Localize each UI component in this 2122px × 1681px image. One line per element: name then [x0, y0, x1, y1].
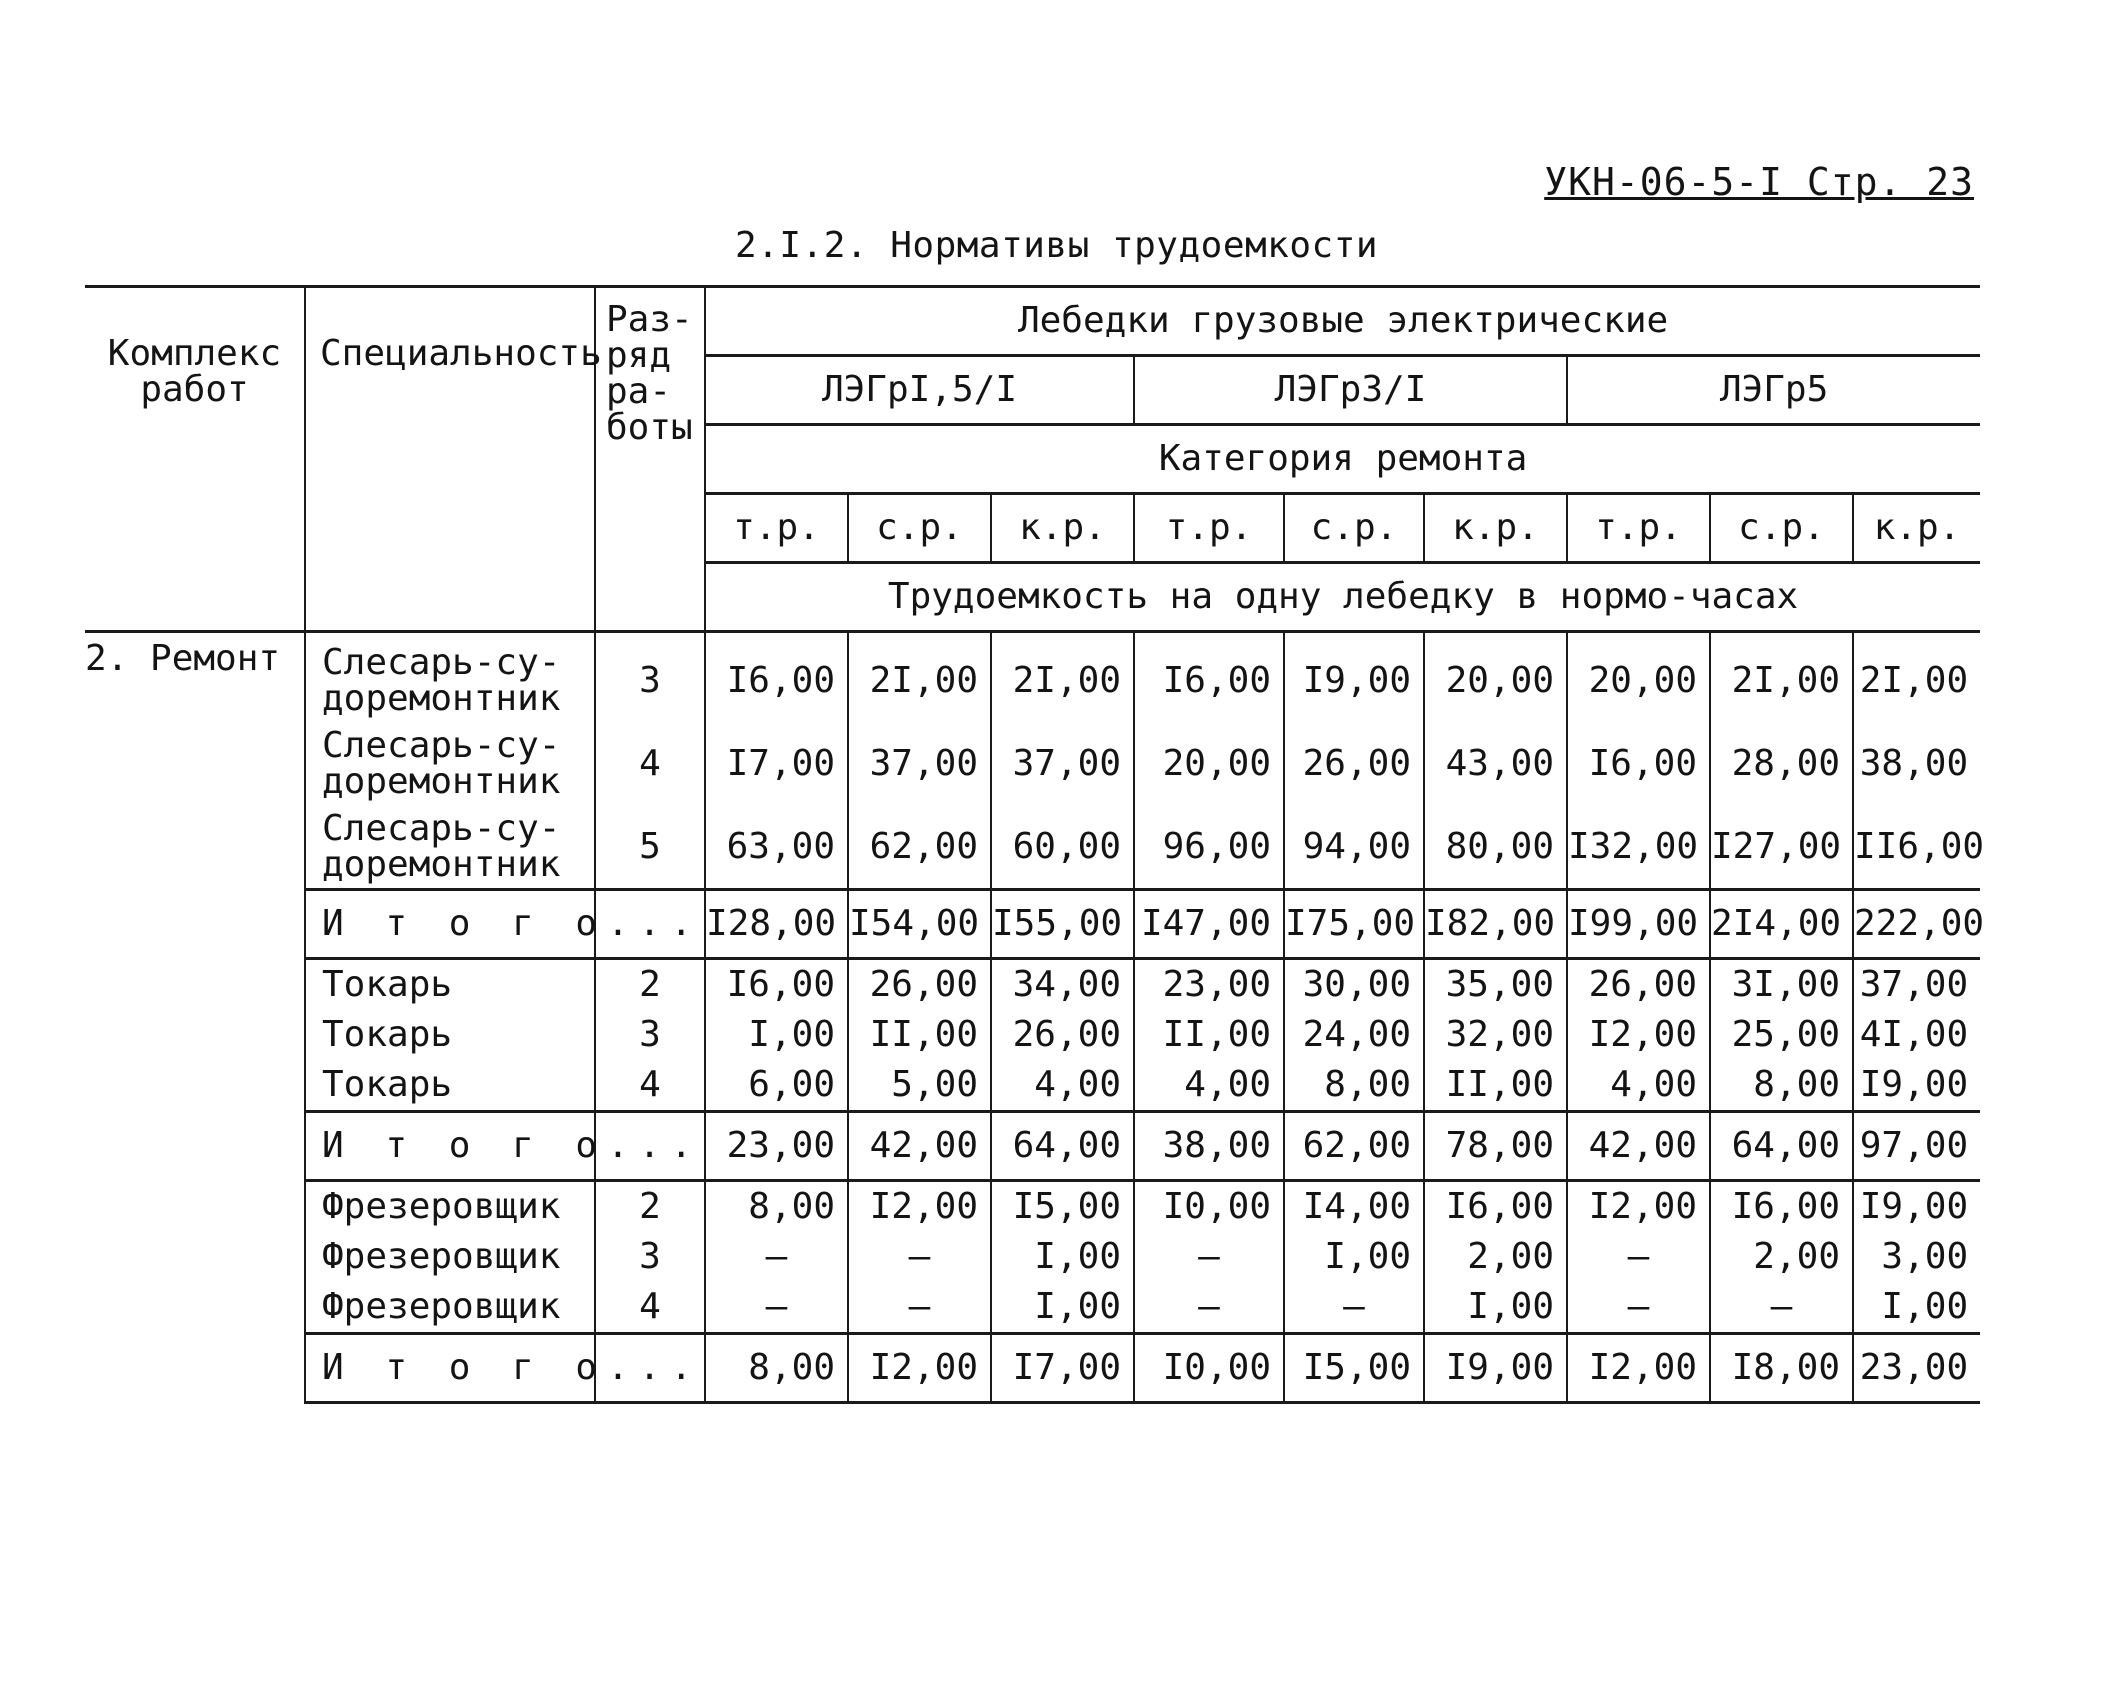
- value-cell: –: [1567, 1232, 1710, 1282]
- specialty-cell: Слесарь-су- доремонтник: [305, 632, 595, 723]
- value-cell: 30,00: [1284, 959, 1424, 1011]
- header-model-1: ЛЭГрI,5/I: [705, 356, 1134, 425]
- value-cell: 37,00: [991, 722, 1134, 805]
- grade-cell: 4: [595, 1282, 705, 1334]
- header-cat-8: с.р.: [1710, 494, 1853, 563]
- value-cell: 94,00: [1284, 805, 1424, 890]
- header-category: Категория ремонта: [705, 425, 1980, 494]
- value-cell: 2,00: [1424, 1232, 1567, 1282]
- header-model-3: ЛЭГр5: [1567, 356, 1980, 425]
- specialty-cell: Фрезеровщик: [305, 1181, 595, 1233]
- grade-cell: 3: [595, 1010, 705, 1060]
- header-cat-1: т.р.: [705, 494, 848, 563]
- value-cell: 37,00: [1853, 959, 1980, 1011]
- header-cat-6: к.р.: [1424, 494, 1567, 563]
- value-cell: I6,00: [1424, 1181, 1567, 1233]
- total-cell: 42,00: [1567, 1112, 1710, 1181]
- header-group-title: Лебедки грузовые электрические: [705, 287, 1980, 356]
- total-cell: I47,00: [1134, 890, 1284, 959]
- value-cell: I7,00: [705, 722, 848, 805]
- total-cell: I5,00: [1284, 1334, 1424, 1403]
- value-cell: –: [705, 1232, 848, 1282]
- value-cell: –: [705, 1282, 848, 1334]
- value-cell: 4I,00: [1853, 1010, 1980, 1060]
- grade-cell: 2: [595, 959, 705, 1011]
- value-cell: I2,00: [1567, 1010, 1710, 1060]
- value-cell: –: [1710, 1282, 1853, 1334]
- value-cell: 8,00: [705, 1181, 848, 1233]
- complex-name: [85, 632, 305, 1403]
- value-cell: I6,00: [1134, 632, 1284, 723]
- value-cell: I,00: [991, 1282, 1134, 1334]
- value-cell: II,00: [848, 1010, 991, 1060]
- value-cell: 26,00: [1567, 959, 1710, 1011]
- total-cell: 23,00: [1853, 1334, 1980, 1403]
- grade-cell: 4: [595, 1060, 705, 1112]
- section-title: 2.I.2. Нормативы трудоемкости: [735, 225, 1379, 266]
- value-cell: 26,00: [991, 1010, 1134, 1060]
- grade-cell: 4: [595, 722, 705, 805]
- total-cell: 23,00: [705, 1112, 848, 1181]
- header-complex: Комплекс работ: [85, 287, 305, 632]
- total-cell: I55,00: [991, 890, 1134, 959]
- value-cell: I32,00: [1567, 805, 1710, 890]
- value-cell: 23,00: [1134, 959, 1284, 1011]
- value-cell: 32,00: [1424, 1010, 1567, 1060]
- grade-cell: 5: [595, 805, 705, 890]
- total-cell: 38,00: [1134, 1112, 1284, 1181]
- value-cell: 60,00: [991, 805, 1134, 890]
- specialty-cell: Слесарь-су- доремонтник: [305, 805, 595, 890]
- specialty-cell: Токарь: [305, 1060, 595, 1112]
- value-cell: –: [1284, 1282, 1424, 1334]
- value-cell: 8,00: [1284, 1060, 1424, 1112]
- value-cell: I0,00: [1134, 1181, 1284, 1233]
- total-cell: 78,00: [1424, 1112, 1567, 1181]
- specialty-cell: Токарь: [305, 1010, 595, 1060]
- total-label: И т о г о...: [305, 890, 595, 959]
- header-cat-2: с.р.: [848, 494, 991, 563]
- value-cell: 20,00: [1134, 722, 1284, 805]
- value-cell: 2,00: [1710, 1232, 1853, 1282]
- specialty-cell: Токарь: [305, 959, 595, 1011]
- value-cell: 8,00: [1710, 1060, 1853, 1112]
- specialty-cell: Фрезеровщик: [305, 1232, 595, 1282]
- value-cell: I,00: [705, 1010, 848, 1060]
- value-cell: II,00: [1424, 1060, 1567, 1112]
- value-cell: I6,00: [1567, 722, 1710, 805]
- value-cell: 25,00: [1710, 1010, 1853, 1060]
- value-cell: –: [1134, 1232, 1284, 1282]
- value-cell: 2I,00: [1710, 632, 1853, 723]
- total-cell: 64,00: [1710, 1112, 1853, 1181]
- value-cell: II6,00: [1853, 805, 1980, 890]
- total-cell: 62,00: [1284, 1112, 1424, 1181]
- header-grade: Раз- ряд ра- боты: [595, 287, 705, 632]
- value-cell: 24,00: [1284, 1010, 1424, 1060]
- value-cell: –: [848, 1232, 991, 1282]
- value-cell: 3I,00: [1710, 959, 1853, 1011]
- value-cell: II,00: [1134, 1010, 1284, 1060]
- total-cell: 2I4,00: [1710, 890, 1853, 959]
- grade-cell: 2: [595, 1181, 705, 1233]
- value-cell: 35,00: [1424, 959, 1567, 1011]
- value-cell: I27,00: [1710, 805, 1853, 890]
- value-cell: 34,00: [991, 959, 1134, 1011]
- value-cell: 80,00: [1424, 805, 1567, 890]
- total-label: И т о г о...: [305, 1112, 595, 1181]
- value-cell: 26,00: [848, 959, 991, 1011]
- value-cell: I9,00: [1853, 1181, 1980, 1233]
- value-cell: 2I,00: [1853, 632, 1980, 723]
- total-cell: 64,00: [991, 1112, 1134, 1181]
- value-cell: 20,00: [1424, 632, 1567, 723]
- grade-cell: 3: [595, 632, 705, 723]
- value-cell: 4,00: [1567, 1060, 1710, 1112]
- value-cell: –: [1134, 1282, 1284, 1334]
- value-cell: I9,00: [1853, 1060, 1980, 1112]
- value-cell: I6,00: [1710, 1181, 1853, 1233]
- header-specialty: Специальность: [305, 287, 595, 632]
- total-label: И т о г о...: [305, 1334, 595, 1403]
- value-cell: I,00: [1424, 1282, 1567, 1334]
- total-cell: I2,00: [848, 1334, 991, 1403]
- value-cell: 37,00: [848, 722, 991, 805]
- value-cell: 4,00: [991, 1060, 1134, 1112]
- total-cell: I75,00: [1284, 890, 1424, 959]
- total-cell: 8,00: [705, 1334, 848, 1403]
- total-cell: 42,00: [848, 1112, 991, 1181]
- value-cell: I2,00: [848, 1181, 991, 1233]
- value-cell: 62,00: [848, 805, 991, 890]
- total-cell: 97,00: [1853, 1112, 1980, 1181]
- header-cat-5: с.р.: [1284, 494, 1424, 563]
- value-cell: 2I,00: [848, 632, 991, 723]
- value-cell: 6,00: [705, 1060, 848, 1112]
- value-cell: I,00: [991, 1232, 1134, 1282]
- header-cat-3: к.р.: [991, 494, 1134, 563]
- value-cell: I6,00: [705, 632, 848, 723]
- total-cell: I54,00: [848, 890, 991, 959]
- page-reference: УКН-06-5-I Стр. 23: [1544, 160, 1974, 204]
- value-cell: –: [1567, 1282, 1710, 1334]
- total-cell: I8,00: [1710, 1334, 1853, 1403]
- grade-cell: 3: [595, 1232, 705, 1282]
- labor-norms-table: [85, 285, 1985, 1404]
- value-cell: 38,00: [1853, 722, 1980, 805]
- total-cell: I99,00: [1567, 890, 1710, 959]
- header-units: Трудоемкость на одну лебедку в нормо-часах: [705, 563, 1980, 632]
- total-cell: I2,00: [1567, 1334, 1710, 1403]
- total-cell: I7,00: [991, 1334, 1134, 1403]
- value-cell: I9,00: [1284, 632, 1424, 723]
- header-cat-9: к.р.: [1853, 494, 1980, 563]
- value-cell: I6,00: [705, 959, 848, 1011]
- value-cell: 4,00: [1134, 1060, 1284, 1112]
- value-cell: I,00: [1853, 1282, 1980, 1334]
- specialty-cell: Фрезеровщик: [305, 1282, 595, 1334]
- value-cell: 63,00: [705, 805, 848, 890]
- value-cell: 5,00: [848, 1060, 991, 1112]
- total-cell: 222,00: [1853, 890, 1980, 959]
- value-cell: 28,00: [1710, 722, 1853, 805]
- total-cell: I9,00: [1424, 1334, 1567, 1403]
- value-cell: I4,00: [1284, 1181, 1424, 1233]
- total-cell: I28,00: [705, 890, 848, 959]
- value-cell: 26,00: [1284, 722, 1424, 805]
- specialty-cell: Слесарь-су- доремонтник: [305, 722, 595, 805]
- value-cell: 43,00: [1424, 722, 1567, 805]
- value-cell: I,00: [1284, 1232, 1424, 1282]
- value-cell: 2I,00: [991, 632, 1134, 723]
- header-cat-7: т.р.: [1567, 494, 1710, 563]
- complex-name-text: 2. Ремонт: [85, 638, 281, 679]
- value-cell: –: [848, 1282, 991, 1334]
- value-cell: 20,00: [1567, 632, 1710, 723]
- value-cell: 96,00: [1134, 805, 1284, 890]
- total-cell: I82,00: [1424, 890, 1567, 959]
- value-cell: I5,00: [991, 1181, 1134, 1233]
- value-cell: 3,00: [1853, 1232, 1980, 1282]
- value-cell: I2,00: [1567, 1181, 1710, 1233]
- total-cell: I0,00: [1134, 1334, 1284, 1403]
- header-cat-4: т.р.: [1134, 494, 1284, 563]
- header-model-2: ЛЭГр3/I: [1134, 356, 1567, 425]
